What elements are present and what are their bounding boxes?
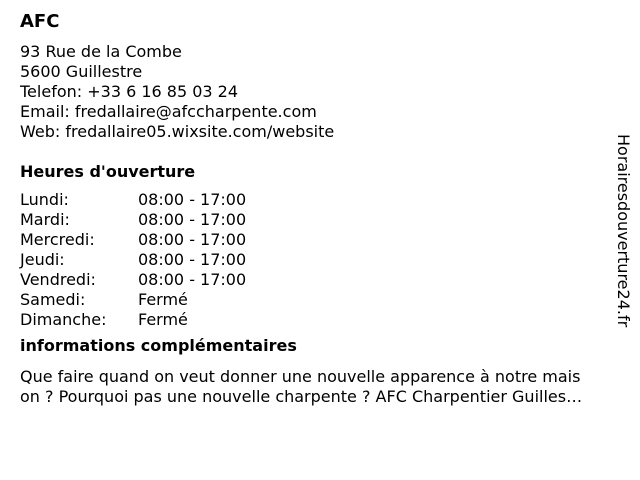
hours-row-tuesday	[20, 210, 616, 230]
hours-day: Jeudi:	[20, 250, 65, 269]
site-watermark: Horairesdouverture24.fr	[614, 134, 633, 328]
info-line-1: Que faire quand on veut donner une nouvelle apparence à notre mais	[20, 367, 581, 386]
hours-day: Mardi:	[20, 210, 70, 229]
info-line-2: on ? Pourquoi pas une nouvelle charpente ? AFC Charpentier Guilles…	[20, 387, 583, 406]
hours-day: Lundi:	[20, 190, 69, 209]
hours-time: 08:00 - 17:00	[138, 210, 247, 229]
address-city: 5600 Guillestre	[20, 62, 143, 81]
address-block	[20, 42, 616, 142]
address-street: 93 Rue de la Combe	[20, 42, 182, 61]
hours-time: Fermé	[138, 310, 188, 329]
business-card	[20, 10, 616, 407]
hours-row-sunday	[20, 310, 616, 330]
info-heading: informations complémentaires	[20, 336, 297, 355]
hours-row-friday	[20, 270, 616, 290]
hours-time: 08:00 - 17:00	[138, 250, 247, 269]
business-name: AFC	[20, 11, 60, 32]
hours-time: 08:00 - 17:00	[138, 270, 247, 289]
hours-time: 08:00 - 17:00	[138, 230, 247, 249]
email-address: Email: fredallaire@afccharpente.com	[20, 102, 317, 121]
info-description	[20, 367, 632, 407]
hours-day: Mercredi:	[20, 230, 95, 249]
hours-time: Fermé	[138, 290, 188, 309]
hours-row-monday	[20, 190, 616, 210]
phone-number: Telefon: +33 6 16 85 03 24	[20, 82, 239, 101]
hours-heading: Heures d'ouverture	[20, 162, 196, 181]
hours-day: Samedi:	[20, 290, 86, 309]
hours-row-saturday	[20, 290, 616, 310]
hours-table	[20, 190, 616, 330]
hours-day: Dimanche:	[20, 310, 107, 329]
website-address: Web: fredallaire05.wixsite.com/website	[20, 122, 335, 141]
hours-day: Vendredi:	[20, 270, 96, 289]
hours-row-wednesday	[20, 230, 616, 250]
hours-time: 08:00 - 17:00	[138, 190, 247, 209]
hours-row-thursday	[20, 250, 616, 270]
